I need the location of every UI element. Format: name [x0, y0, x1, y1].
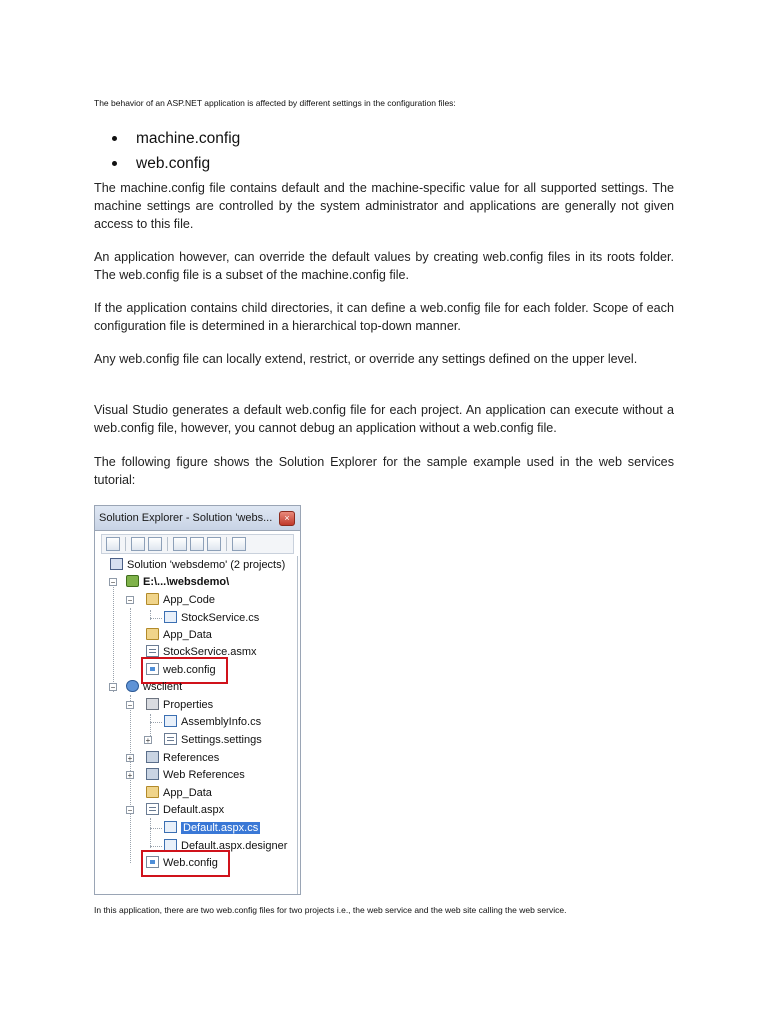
references-icon — [146, 751, 159, 763]
tree-node-web-config[interactable]: web.config — [146, 662, 216, 678]
paragraph-figure-intro: The following figure shows the Solution Explorer for the sample example used in the web services tutorial: — [94, 455, 674, 487]
solution-icon — [110, 558, 123, 570]
tree-node-stockservice-cs[interactable]: StockService.cs — [164, 610, 259, 626]
cs-file-icon — [164, 821, 177, 833]
tree-node-web-config-2[interactable]: Web.config — [146, 855, 218, 871]
bullet-icon — [112, 161, 117, 166]
folder-icon — [146, 786, 159, 798]
refresh-icon[interactable] — [148, 537, 162, 551]
figure-caption: In this application, there are two web.config files for two projects i.e., the web service and the web site calling the web service. — [94, 905, 567, 915]
paragraph-machine-config: The machine.config file contains default and the machine-specific value for all supported settings. The machine settings are controlled by the system administrator and applications are generally not given access to this file. — [94, 181, 674, 231]
cs-file-icon — [164, 611, 177, 623]
close-icon[interactable]: × — [279, 511, 295, 526]
folder-icon — [146, 593, 159, 605]
cs-file-icon — [164, 715, 177, 727]
copy-web-site-icon[interactable] — [232, 537, 246, 551]
expand-icon[interactable]: + — [127, 754, 133, 763]
tree-node-app-data[interactable]: App_Data — [146, 627, 212, 643]
config-file-list — [94, 126, 240, 176]
paragraph-override: An application however, can override the default values by creating web.config files in its roots folder. The web.config file is a subset of the machine.config file. — [94, 250, 674, 282]
tree-node-wsclient[interactable]: wsclient — [126, 679, 182, 695]
intro-text: The behavior of an ASP.NET application is affected by different settings in the configuration files: — [94, 98, 456, 108]
collapse-icon[interactable]: − — [110, 683, 116, 692]
tree-node-app-data-2[interactable]: App_Data — [146, 785, 212, 801]
tree-connector — [150, 722, 162, 723]
tree-node-web-references[interactable]: Web References — [146, 767, 245, 783]
solution-explorer-toolbar — [101, 534, 294, 554]
toolbar-separator — [125, 537, 126, 551]
list-item: web.config — [94, 151, 240, 176]
collapse-icon[interactable]: − — [127, 596, 133, 605]
list-item: machine.config — [94, 126, 240, 151]
tree-node-references[interactable]: References — [146, 750, 219, 766]
highlight-box — [141, 850, 230, 877]
web-project-icon — [126, 680, 139, 692]
collapse-icon[interactable]: − — [110, 578, 116, 587]
tree-node-properties[interactable]: Properties — [146, 697, 213, 713]
tree-node-default-aspx[interactable]: Default.aspx — [146, 802, 224, 818]
settings-file-icon — [164, 733, 177, 745]
solution-explorer-titlebar — [95, 506, 300, 531]
properties-folder-icon — [146, 698, 159, 710]
toolbar-separator — [226, 537, 227, 551]
tree-node-assemblyinfo[interactable]: AssemblyInfo.cs — [164, 714, 261, 730]
bullet-icon — [112, 136, 117, 141]
paragraph-extend-restrict: Any web.config file can locally extend, restrict, or override any settings defined on the upper level. — [94, 352, 638, 366]
view-code-icon[interactable] — [173, 537, 187, 551]
collapse-icon[interactable]: − — [127, 806, 133, 815]
scrollbar-edge — [297, 556, 298, 894]
view-class-diagram-icon[interactable] — [207, 537, 221, 551]
expand-icon[interactable]: + — [145, 736, 151, 745]
asmx-file-icon — [146, 645, 159, 657]
tree-node-settings[interactable]: Settings.settings — [164, 732, 262, 748]
paragraph-child-directories: If the application contains child directories, it can define a web.config file for each folder. Scope of each configuration file is determined in a hierarchical top-down manner. — [94, 301, 674, 333]
collapse-icon[interactable]: − — [127, 701, 133, 710]
tree-node-app-code[interactable]: App_Code — [146, 592, 215, 608]
aspx-file-icon — [146, 803, 159, 815]
view-designer-icon[interactable] — [190, 537, 204, 551]
solution-explorer-title: Solution Explorer - Solution 'webs... — [99, 512, 273, 524]
tree-node-default-aspx-cs[interactable] — [164, 820, 260, 836]
folder-icon — [146, 628, 159, 640]
tree-node-solution[interactable]: Solution 'websdemo' (2 projects) — [110, 557, 285, 573]
tree-connector — [130, 608, 131, 668]
properties-icon[interactable] — [106, 537, 120, 551]
tree-node-stockservice-asmx[interactable]: StockService.asmx — [146, 644, 257, 660]
tree-node-default-aspx-designer[interactable]: Default.aspx.designer — [164, 838, 287, 854]
toolbar-separator — [167, 537, 168, 551]
project-icon — [126, 575, 139, 587]
selected-item-label: Default.aspx.cs — [183, 822, 259, 834]
web-references-icon — [146, 768, 159, 780]
show-all-files-icon[interactable] — [131, 537, 145, 551]
tree-connector — [150, 846, 162, 847]
tree-connector — [150, 818, 151, 848]
expand-icon[interactable]: + — [127, 771, 133, 780]
tree-connector — [150, 618, 162, 619]
tree-connector — [150, 828, 162, 829]
tree-connector — [113, 582, 114, 692]
tree-node-websdemo[interactable]: E:\...\websdemo\ — [126, 574, 229, 590]
paragraph-visual-studio: Visual Studio generates a default web.config file for each project. An application can execute without a web.config file, however, you cannot debug an application without a web.config file. — [94, 403, 674, 435]
